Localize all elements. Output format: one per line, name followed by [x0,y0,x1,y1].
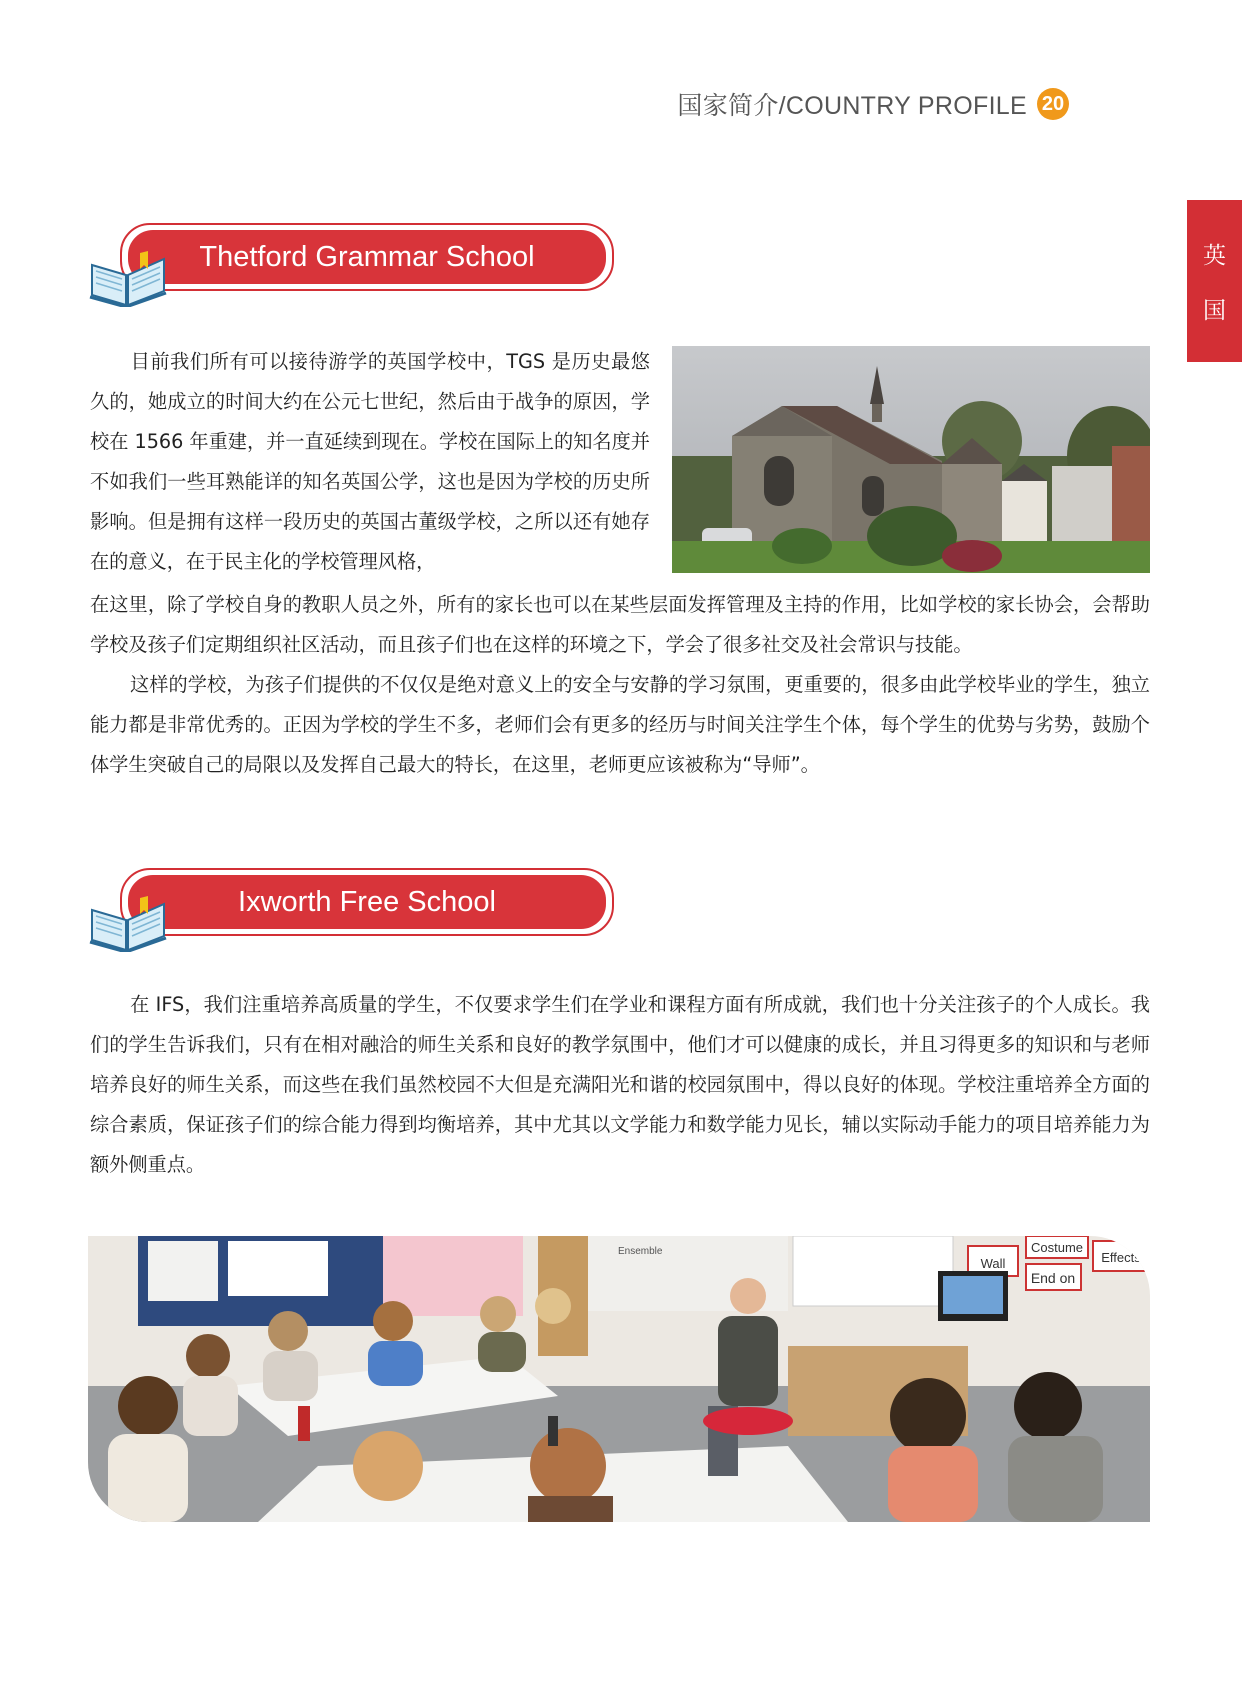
section-heading-tgs [88,223,618,303]
ifs-classroom-photo [88,1236,1150,1522]
section-heading-ifs [88,868,618,948]
heading-text: Ixworth Free School [128,875,606,929]
sign-ensemble: Ensemble [618,1246,663,1257]
sign-wall: Wall [980,1256,1006,1271]
page-number-badge: 20 [1037,88,1069,120]
ifs-paragraph-1: 在 IFS，我们注重培养高质量的学生，不仅要求学生们在学业和课程方面有所成就，我们也十分关注孩子的个人成长。我们的学生告诉我们，只有在相对融洽的师生关系和良好的教学氛围中，他们才可以健康的成长，并且习得更多的知识和与老师培养良好的师生关系，而这些在我们虽然校园不大但是充满阳光和谐的校园氛围中，得以良好的体现。学校注重培养全方面的综合素质，保证孩子们的综合能力得到均衡培养，其中尤其以文学能力和数学能力见长，辅以实际动手能力的项目培养能力为额外侧重点。 [90,993,1150,1176]
sign-end-on: End on [1030,1270,1076,1286]
country-side-tab [1187,200,1242,362]
heading-text: Thetford Grammar School [128,230,606,284]
tgs-paragraph-3: 这样的学校，为孩子们提供的不仅仅是绝对意义上的安全与安静的学习氛围，更重要的，很多由此学校毕业的学生，独立能力都是非常优秀的。正因为学校的学生不多，老师们会有更多的经历与时间关注学生个体，每个学生的优势与劣势，鼓励个体学生突破自己的局限以及发挥自己最大的特长，在这里，老师更应该被称为“导师”。 [90,673,1150,776]
header-title: 国家简介/COUNTRY PROFILE [677,92,1027,120]
tgs-paragraph-1: 目前我们所有可以接待游学的英国学校中，TGS 是历史最悠久的，她成立的时间大约在公元七世纪，然后由于战争的原因，学校在 1566 年重建，并一直延续到现在。学校在国际上的知名度并不如我们一些耳熟能详的知名英国公学，这也是因为学校的历史所影响。但是拥有这样一段历史的英国古董级学校，之所以还有她存在的意义，在于民主化的学校管理风格， [90,350,650,573]
side-tab-char-1: 英 [1203,243,1226,269]
page-header [677,86,1069,122]
open-book-icon [88,249,168,307]
heading-pill [120,868,614,936]
tgs-school-photo [672,346,1150,573]
open-book-icon [88,894,168,952]
sign-effects: Effects [1101,1250,1141,1265]
sign-costume: Costume [1030,1240,1084,1255]
side-tab-char-2: 国 [1203,298,1226,324]
heading-pill [120,223,614,291]
tgs-paragraph-2: 在这里，除了学校自身的教职人员之外，所有的家长也可以在某些层面发挥管理及主持的作用，比如学校的家长协会，会帮助学校及孩子们定期组织社区活动，而且孩子们也在这样的环境之下，学会了很多社交及社会常识与技能。 [90,593,1150,656]
